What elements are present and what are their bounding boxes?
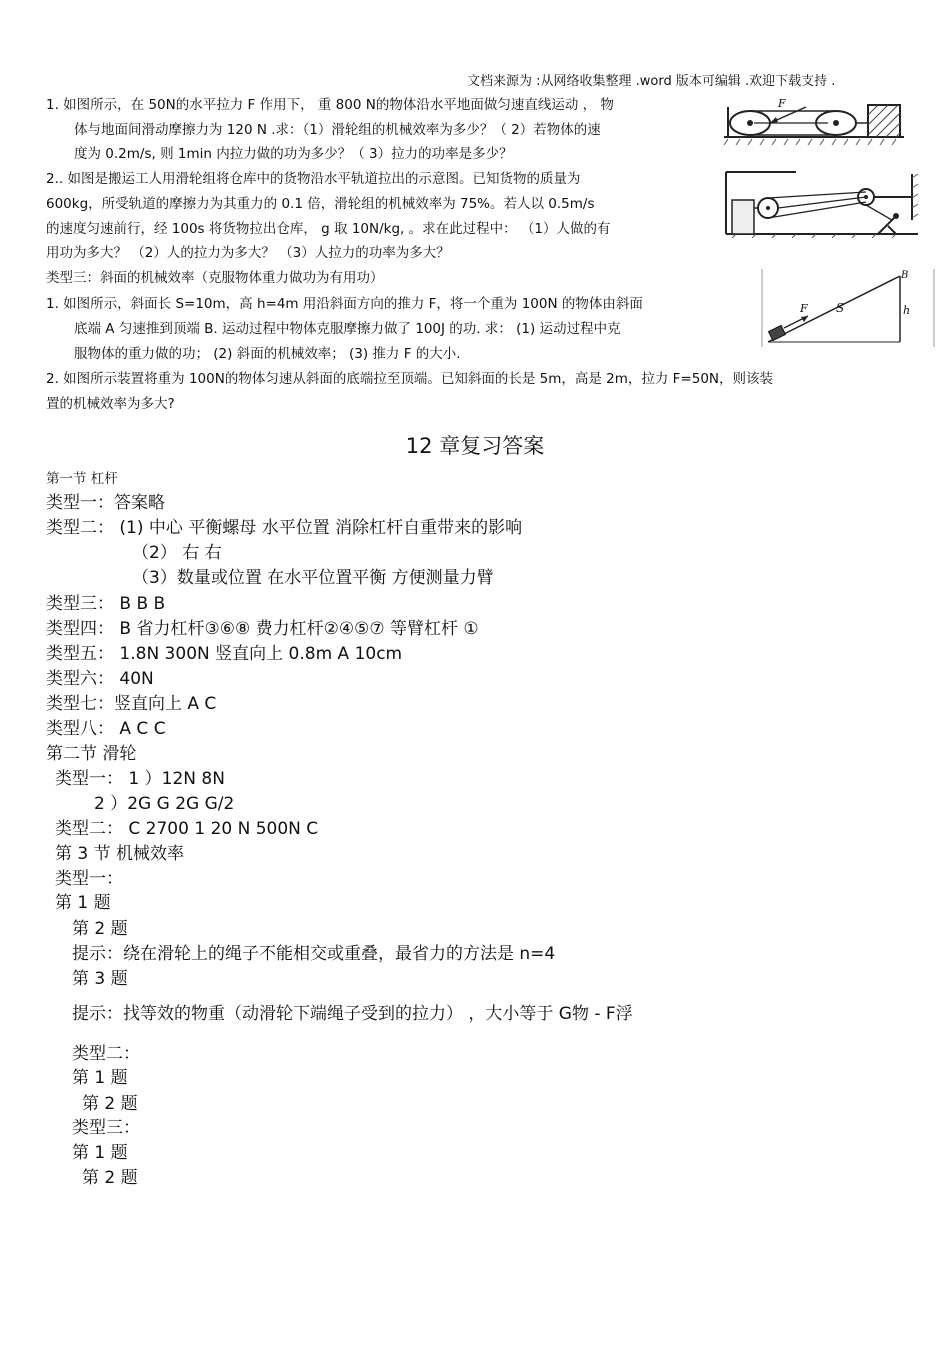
problem-1-line-2: 体与地面间滑动摩擦力为 120 N .求：（1）滑轮组的机械效率为多少？（ 2）若物体的速	[74, 122, 601, 138]
answer-line: 第 2 题	[72, 919, 128, 939]
problem-2-line-2: 600kg，所受轨道的摩擦力为其重力的 0.1 倍，滑轮组的机械效率为 75%。若人以 0.5m/s	[46, 196, 595, 212]
answer-line: 第 1 题	[72, 1068, 128, 1088]
answer-line: 类型二： (1) 中心 平衡螺母 水平位置 消除杠杆自重带来的影响	[46, 518, 523, 538]
problem-4-line-2: 置的机械效率为多大?	[46, 396, 175, 412]
type-3-heading: 类型三：斜面的机械效率（克服物体重力做功为有用功）	[46, 270, 384, 286]
answer-line: 第 1 题	[55, 893, 111, 913]
answer-line: 第 2 题	[82, 1094, 138, 1114]
answer-line: 类型二： C 2700 1 20 N 500N C	[55, 819, 319, 839]
section-3-heading: 第 3 节 机械效率	[55, 844, 185, 864]
problem-2-line-4: 用功为多大？ （2）人的拉力为多大？ （3）人拉力的功率为多大？	[46, 245, 450, 261]
answer-line: 2 ）2G G 2G G/2	[94, 794, 235, 814]
problem-1-line-1: 1. 如图所示，在 50N的水平拉力 F 作用下， 重 800 N的物体沿水平地面做匀速直线运动 ， 物	[46, 97, 614, 113]
pulley-figure-1	[718, 93, 906, 155]
problem-3-line-3: 服物体的重力做的功； (2) 斜面的机械效率； (3) 推力 F 的大小.	[74, 346, 461, 362]
answer-line: 类型四： B 省力杠杆③⑥⑧ 费力杠杆②④⑤⑦ 等臂杠杆 ①	[46, 619, 479, 639]
answer-line: 类型三：	[72, 1118, 140, 1138]
answer-line: 类型八： A C C	[46, 719, 166, 739]
problem-3-line-1: 1. 如图所示，斜面长 S=10m，高 h=4m 用沿斜面方向的推力 F，将一个重为 100N 的物体由斜面	[46, 296, 643, 312]
incline-label-s: S	[836, 301, 845, 315]
incline-figure	[760, 268, 936, 348]
answer-line: 类型一：答案略	[46, 493, 165, 513]
problem-3-line-2: 底端 A 匀速推到顶端 B. 运动过程中物体克服摩擦力做了 100J 的功. 求： (1) 运动过程中克	[74, 321, 621, 337]
section-2-heading: 第二节 滑轮	[46, 744, 137, 764]
answer-line: 第 1 题	[72, 1143, 128, 1163]
answer-line: 类型一： 1 ）12N 8N	[55, 769, 225, 789]
incline-label-h: h	[903, 304, 911, 317]
answers-title: 12 章复习答案	[405, 434, 545, 458]
answer-line: 类型五： 1.8N 300N 竖直向上 0.8m A 10cm	[46, 644, 403, 664]
force-label-f: F	[778, 97, 786, 110]
answer-line: （2） 右 右	[132, 543, 222, 563]
problem-2-line-3: 的速度匀速前行，经 100s 将货物拉出仓库， g 取 10N/kg, 。求在此过程中： （1）人做的有	[46, 221, 611, 237]
answer-line: 类型三： B B B	[46, 594, 166, 614]
answer-line: 类型六： 40N	[46, 669, 154, 689]
source-note: 文档来源为 :从网络收集整理 .word 版本可编辑 .欢迎下载支持 .	[467, 74, 836, 89]
answer-line: （3）数量或位置 在水平位置平衡 方便测量力臂	[132, 568, 494, 588]
pulley-figure-2	[716, 168, 920, 238]
section-1-heading: 第一节 杠杆	[46, 471, 118, 487]
problem-4-line-1: 2. 如图所示装置将重为 100N的物体匀速从斜面的底端拉至顶端。已知斜面的长是 5m，高是 2m，拉力 F=50N，则该装	[46, 371, 774, 387]
answer-line: 类型一：	[55, 869, 123, 889]
answer-hint: 提示：找等效的物重（动滑轮下端绳子受到的拉力） ，大小等于 G物 - F浮	[72, 1004, 633, 1024]
answer-line: 类型七：竖直向上 A C	[46, 694, 217, 714]
answer-line: 第 3 题	[72, 969, 128, 989]
incline-label-b: B	[901, 270, 909, 281]
answer-line: 第 2 题	[82, 1168, 138, 1188]
answer-hint: 提示：绕在滑轮上的绳子不能相交或重叠，最省力的方法是 n=4	[72, 944, 556, 964]
answer-line: 类型二：	[72, 1044, 140, 1064]
problem-1-line-3: 度为 0.2m/s, 则 1min 内拉力做的功为多少？（ 3）拉力的功率是多少？	[74, 146, 513, 162]
problem-2-line-1: 2.. 如图是搬运工人用滑轮组将仓库中的货物沿水平轨道拉出的示意图。已知货物的质量为	[46, 171, 581, 187]
incline-label-f: F	[800, 302, 808, 315]
